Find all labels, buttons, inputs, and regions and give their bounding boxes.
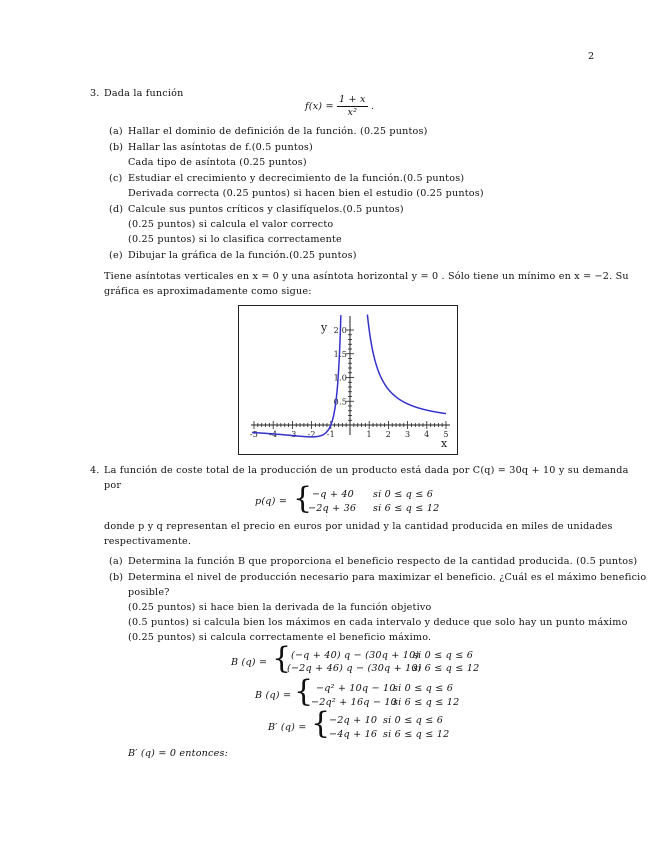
p3-item-e-label: (e) (109, 250, 123, 261)
x-tick-label: 1 (366, 430, 372, 439)
y-tick-label: 2.0 (333, 326, 347, 335)
p3-item-d-line1: Calcule sus puntos críticos y clasifíquelos.(0.5 puntos) (128, 204, 404, 215)
B2-case-2-expr: −2q² + 16q − 10 (311, 697, 397, 708)
p3-item-b-label: (b) (109, 142, 124, 153)
p3-item-b-line1: Hallar las asíntotas de f.(0.5 puntos) (128, 142, 313, 153)
function-lhs: f(x) = (305, 101, 334, 112)
y-tick-label: 1.0 (333, 373, 347, 383)
p4-item-b-label: (b) (109, 572, 124, 583)
p3-item-d-line3: (0.25 puntos) si lo clasifica correctamente (128, 234, 342, 245)
p3-item-a-line1: Hallar el dominio de definición de la función. (0.25 puntos) (128, 126, 428, 137)
x-tick-label: 5 (443, 430, 449, 439)
p4-final-line: B′ (q) = 0 entonces: (128, 748, 229, 759)
p4-item-a-line1: Determina la función B que proporciona el beneficio respecto de la cantidad producida. (0.5 puntos) (128, 556, 638, 567)
p3-item-d-line2: (0.25 puntos) si calcula el valor correcto (128, 219, 334, 230)
p3-item-e-line1: Dibujar la gráfica de la función.(0.25 puntos) (128, 250, 357, 261)
p-brace: { (293, 481, 313, 516)
p3-item-d-label: (d) (109, 204, 124, 215)
p-case-2-cond: si 6 ≤ q ≤ 12 (373, 503, 440, 514)
p3-answer-line2: gráfica es aproximadamente como sigue: (104, 286, 312, 297)
y-tick-label: 0.5 (333, 397, 347, 407)
B2-case-2-cond: si 6 ≤ q ≤ 12 (393, 697, 460, 708)
p3-item-a-label: (a) (109, 126, 123, 137)
B3-brace: { (311, 706, 331, 741)
curve-left-branch (249, 315, 341, 439)
page-number: 2 (588, 51, 595, 62)
function-fraction (337, 94, 368, 119)
p3-item-c-label: (c) (109, 173, 123, 184)
problem-4-number: 4. (90, 465, 100, 476)
y-axis-label: y (321, 321, 328, 334)
B2-case-1-expr: −q² + 10q − 10 (316, 683, 396, 694)
problem-3-intro: Dada la función (104, 88, 184, 99)
y-tick-label: 1.5 (333, 349, 347, 359)
x-tick-label: -4 (269, 430, 278, 439)
function-denominator: x² (347, 107, 358, 118)
B3-case-1-expr: −2q + 10 (329, 715, 378, 726)
graph-svg (239, 306, 457, 454)
p4-intro-line1: La función de coste total de la producción de un producto está dada por C(q) = 30q + 10 y su demanda (104, 465, 629, 476)
B3-case-2-expr: −4q + 16 (329, 729, 378, 740)
p3-item-b-line2: Cada tipo de asíntota (0.25 puntos) (128, 157, 307, 168)
B1-case-2-cond: si 6 ≤ q ≤ 12 (413, 663, 480, 674)
p4-item-b-line1: Determina el nivel de producción necesario para maximizar el beneficio. ¿Cuál es el máximo beneficio (128, 572, 647, 583)
p3-item-c-line1: Estudiar el crecimiento y decrecimiento de la función.(0.5 puntos) (128, 173, 465, 184)
x-tick-label: -2 (307, 430, 316, 439)
B2-lhs: B (q) = (255, 690, 292, 701)
x-tick-label: -5 (249, 430, 259, 439)
problem-3-number: 3. (90, 88, 100, 99)
B1-case-1-cond: si 0 ≤ q ≤ 6 (413, 650, 474, 661)
x-axis-label: x (441, 437, 448, 450)
p-case-1-expr: −q + 40 (312, 489, 354, 500)
function-definition (305, 94, 374, 119)
B2-case-1-cond: si 0 ≤ q ≤ 6 (393, 683, 454, 694)
p4-item-b-line5: (0.25 puntos) si calcula correctamente el beneficio máximo. (128, 632, 432, 643)
p3-item-c-line2: Derivada correcta (0.25 puntos) si hacen bien el estudio (0.25 puntos) (128, 188, 484, 199)
B1-case-1-expr: (−q + 40) q − (30q + 10) (291, 650, 420, 661)
x-tick-label: -3 (288, 430, 297, 439)
p-lhs: p(q) = (255, 496, 288, 507)
x-tick-label: 4 (424, 430, 430, 439)
p3-answer-line1: Tiene asíntotas verticales en x = 0 y una asíntota horizontal y = 0 . Sólo tiene un mínimo en x = −2. Su (104, 271, 629, 282)
function-graph (238, 305, 458, 455)
x-tick-label: 3 (404, 430, 411, 439)
B1-brace: { (272, 641, 292, 676)
x-tick-label: 2 (385, 430, 392, 439)
curve-right-branch (367, 315, 446, 414)
x-tick-label: -1 (326, 430, 335, 439)
B1-case-2-expr: (−2q + 46) q − (30q + 10) (287, 663, 422, 674)
p4-item-b-line2: posible? (128, 587, 170, 598)
p4-item-b-line3: (0.25 puntos) si hace bien la derivada de la función objetivo (128, 602, 432, 613)
function-numerator: 1 + x (339, 94, 366, 105)
p4-where-line2: respectivamente. (104, 536, 192, 547)
p4-item-a-label: (a) (109, 556, 123, 567)
p4-intro-line2: por (104, 480, 122, 491)
function-end: . (370, 101, 375, 112)
p-case-1-cond: si 0 ≤ q ≤ 6 (373, 489, 434, 500)
B2-brace: { (294, 674, 314, 709)
p4-item-b-line4: (0.5 puntos) si calcula bien los máximos en cada intervalo y deduce que solo hay un punto máximo (128, 617, 628, 628)
p-case-2-expr: −2q + 36 (308, 503, 357, 514)
B3-lhs: B′ (q) = (268, 722, 307, 733)
p4-where-line1: donde p y q representan el precio en euros por unidad y la cantidad producida en miles de unidades (104, 521, 613, 532)
B1-lhs: B (q) = (231, 657, 268, 668)
B3-case-2-cond: si 6 ≤ q ≤ 12 (383, 729, 450, 740)
B3-case-1-cond: si 0 ≤ q ≤ 6 (383, 715, 444, 726)
